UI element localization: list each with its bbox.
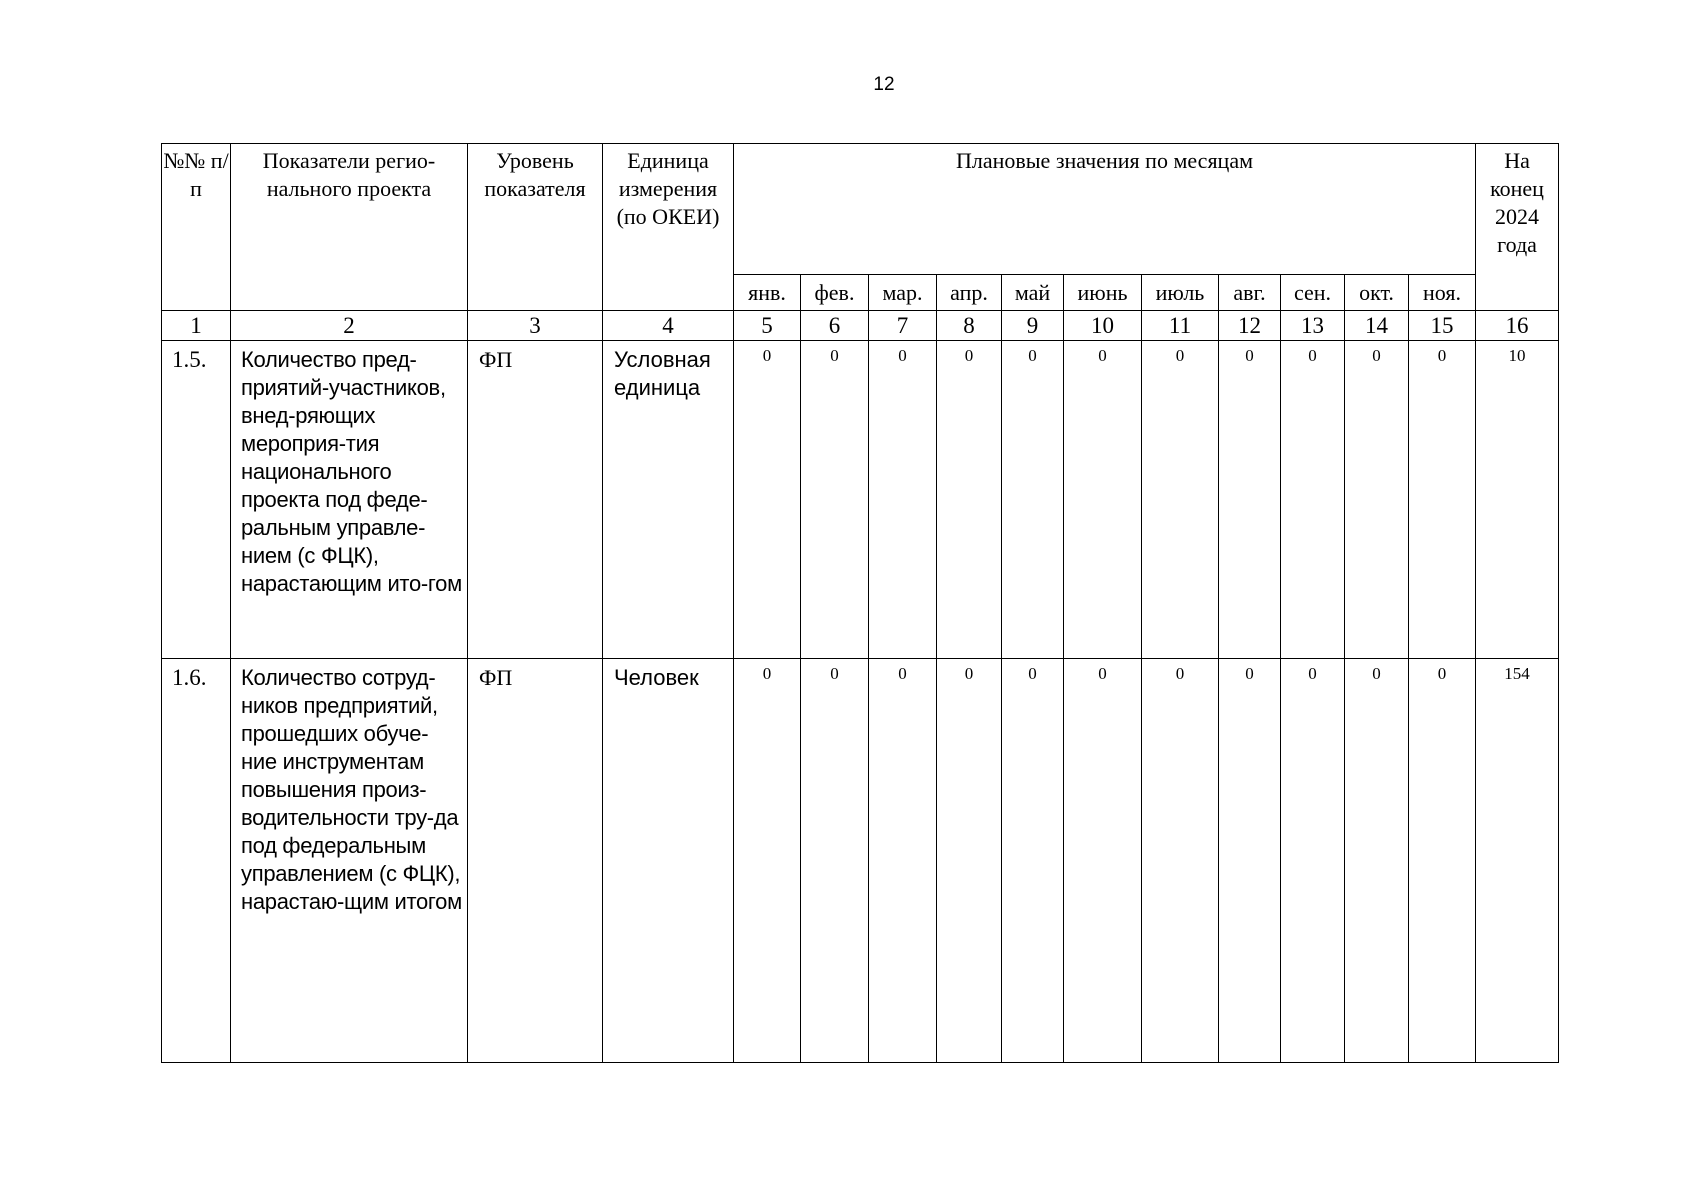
column-number: 7: [869, 311, 937, 341]
month-value: 0: [1281, 659, 1345, 1063]
column-number: 13: [1281, 311, 1345, 341]
month-value: 0: [1219, 659, 1281, 1063]
month-value: 0: [1281, 341, 1345, 659]
month-header: июнь: [1064, 275, 1142, 311]
month-header: мар.: [869, 275, 937, 311]
month-header: янв.: [734, 275, 801, 311]
header-monthly-plan: Плановые значения по месяцам: [734, 144, 1476, 275]
month-header: окт.: [1345, 275, 1409, 311]
column-number: 6: [801, 311, 869, 341]
month-value: 0: [1219, 341, 1281, 659]
column-number: 15: [1409, 311, 1476, 341]
month-header: май: [1002, 275, 1064, 311]
column-number: 8: [937, 311, 1002, 341]
month-header: авг.: [1219, 275, 1281, 311]
column-number: 16: [1476, 311, 1559, 341]
month-value: 0: [869, 659, 937, 1063]
header-end-of-year: На конец 2024 года: [1476, 144, 1559, 311]
page-number: 12: [873, 74, 895, 95]
month-value: 0: [937, 659, 1002, 1063]
header-unit: Единица измерения (по ОКЕИ): [603, 144, 734, 311]
indicator-level: ФП: [468, 659, 603, 1063]
column-number: 4: [603, 311, 734, 341]
month-value: 0: [1064, 341, 1142, 659]
row-number: 1.6.: [162, 659, 231, 1063]
column-number: 11: [1142, 311, 1219, 341]
month-value: 0: [1345, 659, 1409, 1063]
month-value: 0: [1142, 659, 1219, 1063]
header-row: [162, 144, 1559, 275]
month-value: 0: [937, 341, 1002, 659]
month-value: 0: [1409, 659, 1476, 1063]
month-value: 0: [801, 659, 869, 1063]
month-header: ноя.: [1409, 275, 1476, 311]
month-value: 0: [1002, 659, 1064, 1063]
header-indicator: Показатели регио-нального проекта: [231, 144, 468, 311]
indicator-unit: Условная единица: [603, 341, 734, 659]
column-number: 10: [1064, 311, 1142, 341]
year-end-value: 154: [1476, 659, 1559, 1063]
month-value: 0: [1064, 659, 1142, 1063]
column-number: 3: [468, 311, 603, 341]
indicator-name: Количество пред-приятий-участников, внед-ряющих мероприя-тия национального проекта под феде-ральным управле-нием (с ФЦК), нарастающим ито-гом: [231, 341, 468, 659]
indicator-name: Количество сотруд-ников предприятий, прошедших обуче-ние инструментам повышения произ-водительности тру-да под федеральным управлением (с ФЦК), нарастаю-щим итогом: [231, 659, 468, 1063]
header-row-number: №№ п/п: [162, 144, 231, 311]
month-header: апр.: [937, 275, 1002, 311]
column-number: 5: [734, 311, 801, 341]
month-value: 0: [1002, 341, 1064, 659]
month-value: 0: [1345, 341, 1409, 659]
table-row: [162, 341, 1559, 659]
month-header: сен.: [1281, 275, 1345, 311]
year-end-value: 10: [1476, 341, 1559, 659]
month-value: 0: [734, 341, 801, 659]
month-header: июль: [1142, 275, 1219, 311]
indicators-table: [161, 143, 1559, 1063]
indicator-unit: Человек: [603, 659, 734, 1063]
column-number: 2: [231, 311, 468, 341]
indicator-level: ФП: [468, 341, 603, 659]
column-number: 12: [1219, 311, 1281, 341]
table-row: [162, 659, 1559, 1063]
row-number: 1.5.: [162, 341, 231, 659]
column-number: 14: [1345, 311, 1409, 341]
column-number: 1: [162, 311, 231, 341]
column-number: 9: [1002, 311, 1064, 341]
header-level: Уровень показателя: [468, 144, 603, 311]
month-value: 0: [1409, 341, 1476, 659]
column-numbers-row: [162, 311, 1559, 341]
month-value: 0: [801, 341, 869, 659]
month-value: 0: [734, 659, 801, 1063]
month-header: фев.: [801, 275, 869, 311]
month-value: 0: [1142, 341, 1219, 659]
month-value: 0: [869, 341, 937, 659]
